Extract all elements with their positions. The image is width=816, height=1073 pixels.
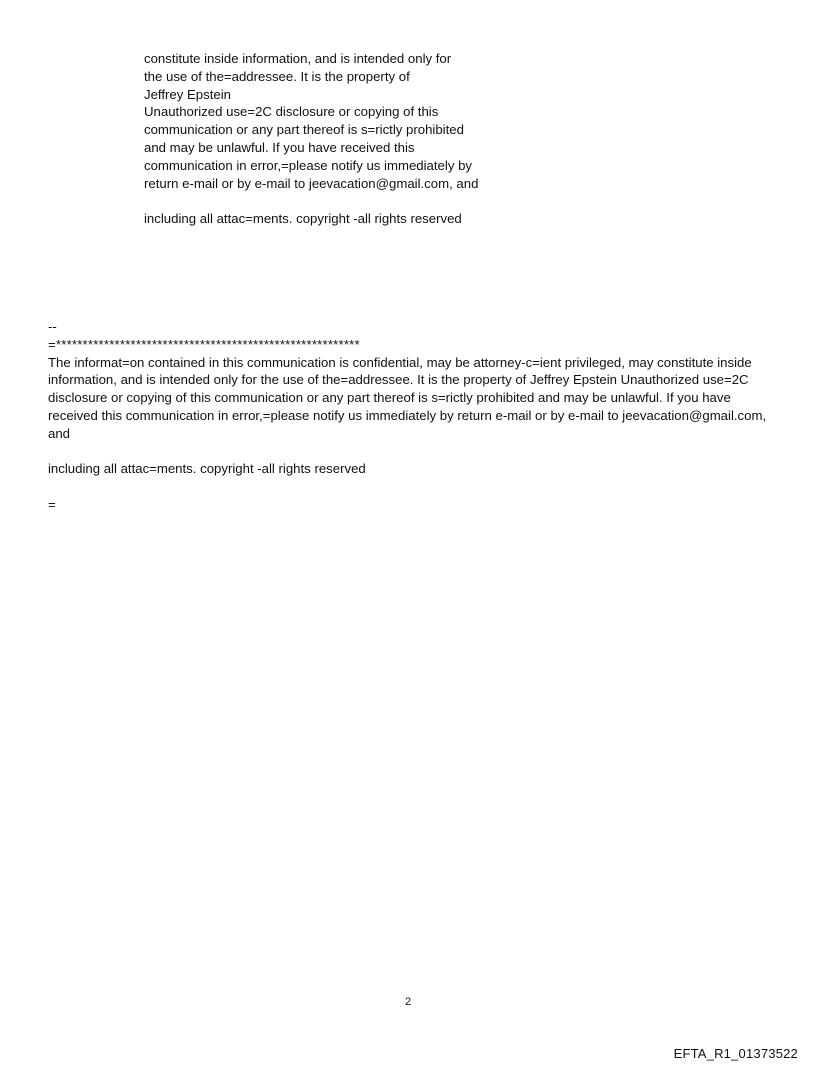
disclaimer-closing: including all attac=ments. copyright -all rights reserved: [144, 211, 462, 227]
disclaimer-line: return e-mail or by e-mail to jeevacation@gmail.com, and: [144, 175, 479, 191]
blank-line: [144, 192, 564, 210]
blank-line: [48, 478, 772, 496]
disclaimer-line: the use of the=addressee. It is the property of: [144, 68, 410, 84]
trailing-equals: =: [48, 496, 56, 512]
disclaimer-line: constitute inside information, and is intended only for: [144, 51, 452, 66]
disclaimer-line: Unauthorized use=2C disclosure or copying of this: [144, 104, 439, 120]
signature-disclaimer-block: [48, 318, 772, 514]
disclaimer-line: and may be unlawful. If you have received this: [144, 139, 415, 155]
asterisk-separator: =*********************************************************: [48, 336, 360, 352]
signature-dash-marker: --: [48, 319, 57, 334]
quoted-disclaimer-block: [144, 50, 564, 228]
blank-line: [48, 443, 772, 461]
disclaimer-line: Jeffrey Epstein: [144, 86, 231, 102]
disclaimer-line: communication or any part thereof is s=rictly prohibited: [144, 122, 464, 138]
disclaimer-line: communication in error,=please notify us immediately by: [144, 157, 473, 173]
disclaimer-paragraph: The informat=on contained in this communication is confidential, may be attorney-c=ient privileged, may constitute inside information, and is intended only for the use of the=addressee. It is the property of Jeffrey Epstein Unauthorized use=2C disclosure or copying of this communication or any part thereof is s=rictly prohibited and may be unlawful. If you have received this communication in error,=please notify us immediately by return e-mail or by e-mail to jeevacation@gmail.com, and: [48, 354, 767, 441]
page-number: 2: [404, 996, 412, 1008]
disclaimer-closing: including all attac=ments. copyright -all rights reserved: [48, 461, 366, 477]
document-id: EFTA_R1_01373522: [673, 1046, 798, 1061]
